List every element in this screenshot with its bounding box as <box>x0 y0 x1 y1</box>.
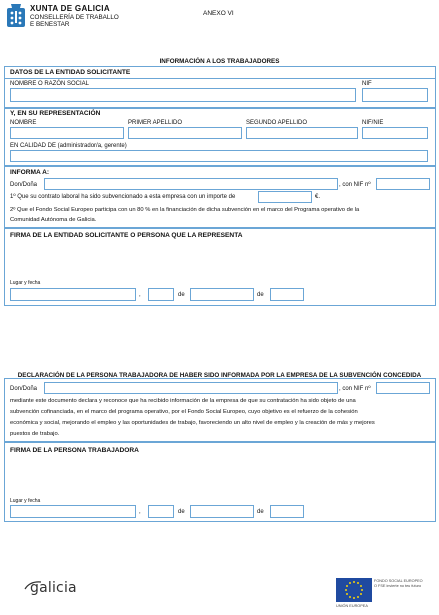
de-label-2: de <box>257 292 264 298</box>
name-label: NOMBRE O RAZÓN SOCIAL <box>10 81 90 87</box>
informa-section-title: INFORMA A: <box>10 169 50 176</box>
declaration-text <box>10 396 430 440</box>
declaration-line-4: puestos de trabajo. <box>10 431 60 437</box>
item-2-text-cont: Comunidad Autónoma de Galicia. <box>10 217 97 223</box>
org-department-line2: E BENESTAR <box>30 21 70 28</box>
item-1-text: 1º Que su contrato laboral ha sido subvencionado a esta empresa con un importe de <box>10 194 236 200</box>
declaration-title: DECLARACIÓN DE LA PERSONA TRABAJADORA DE HABER SIDO INFORMADA POR LA EMPRESA DE LA SUBVENCIÓN CONCEDIDA <box>17 372 422 379</box>
xunta-emblem-icon <box>6 3 26 28</box>
entity-signature-title: FIRMA DE LA ENTIDAD SOLICITANTE O PERSONA QUE LA REPRESENTA <box>10 232 243 239</box>
place-date-label: Lugar y fecha <box>10 280 41 286</box>
eu-fund-line1: FONDO SOCIAL EUROPEO <box>374 579 423 583</box>
eu-fund-text <box>374 579 423 589</box>
worker-month-field[interactable] <box>190 505 254 518</box>
capacity-label: EN CALIDAD DE (administrador/a, gerente) <box>10 143 127 149</box>
org-name: XUNTA DE GALICIA <box>30 4 110 13</box>
date-comma: , <box>139 292 141 298</box>
eu-fund-line2: O FSE invierte no teu futuro <box>374 584 422 588</box>
first-surname-label: PRIMER APELLIDO <box>128 120 183 126</box>
euro-symbol: €. <box>315 194 321 200</box>
eu-flag-icon <box>336 578 372 602</box>
entity-name-field[interactable] <box>10 88 356 102</box>
entity-section-title: DATOS DE LA ENTIDAD SOLICITANTE <box>10 69 131 76</box>
declaration-don-label: Don/Doña <box>10 386 38 392</box>
second-surname-field[interactable] <box>246 127 358 139</box>
declaration-name-field[interactable] <box>44 382 338 394</box>
galicia-logo <box>24 576 84 602</box>
xunta-logo <box>6 3 26 28</box>
month-field[interactable] <box>190 288 254 301</box>
worker-nif-label: , con NIF nº <box>339 182 371 188</box>
day-field[interactable] <box>148 288 174 301</box>
eu-flag <box>336 578 372 602</box>
nombre-field[interactable] <box>10 127 124 139</box>
worker-place-date-label: Lugar y fecha <box>10 498 41 504</box>
declaration-line-3: económica y social, mejorando el empleo y las oportunidades de trabajo, favoreciendo un alto nivel de empleo y la creación de más y mejores <box>10 420 375 426</box>
declaration-line-1: mediante este documento declara y reconoce que ha recibido información de la empresa de que su contratación ha sido objeto de una <box>10 398 356 404</box>
worker-de-label-2: de <box>257 509 264 515</box>
page-title: INFORMACIÓN A LOS TRABAJADORES <box>159 58 280 65</box>
worker-place-field[interactable] <box>10 505 136 518</box>
year-field[interactable] <box>270 288 304 301</box>
second-surname-label: SEGUNDO APELLIDO <box>246 120 308 126</box>
worker-nif-field[interactable] <box>376 178 430 190</box>
capacity-field[interactable] <box>10 150 428 162</box>
place-field[interactable] <box>10 288 136 301</box>
declaration-nif-label: , con NIF nº <box>339 386 371 392</box>
worker-signature-title: FIRMA DE LA PERSONA TRABAJADORA <box>10 447 139 454</box>
nif-label: NIF <box>362 81 372 87</box>
representation-section-title: Y, EN SU REPRESENTACIÓN <box>10 110 101 117</box>
don-label: Don/Doña <box>10 182 38 188</box>
worker-name-field[interactable] <box>44 178 338 190</box>
amount-field[interactable] <box>258 191 312 203</box>
entity-nif-field[interactable] <box>362 88 428 102</box>
worker-de-label-1: de <box>178 509 185 515</box>
worker-date-comma: , <box>139 509 141 515</box>
eu-caption: UNIÓN EUROPEA <box>336 604 368 608</box>
declaration-line-2: subvención cofinanciada, en el marco del programa operativo, por el Fondo Social Europeo, cuyo objetivo es el refuerzo de la cohesión <box>10 409 358 415</box>
first-surname-field[interactable] <box>128 127 242 139</box>
nif-nie-label: NIF/NIE <box>362 120 384 126</box>
worker-year-field[interactable] <box>270 505 304 518</box>
nombre-label: NOMBRE <box>10 120 37 126</box>
declaration-nif-field[interactable] <box>376 382 430 394</box>
item-2-text: 2º Que el Fondo Social Europeo participa con un 80 % en la financiación de dicha subvención en el marco del Programa operativo de la <box>10 207 360 213</box>
worker-day-field[interactable] <box>148 505 174 518</box>
annex-label: ANEXO VI <box>203 10 234 17</box>
galicia-logo-text: galicia <box>30 580 77 596</box>
nif-nie-field[interactable] <box>362 127 428 139</box>
org-department-line1: CONSELLERÍA DE TRABALLO <box>30 14 119 21</box>
de-label-1: de <box>178 292 185 298</box>
